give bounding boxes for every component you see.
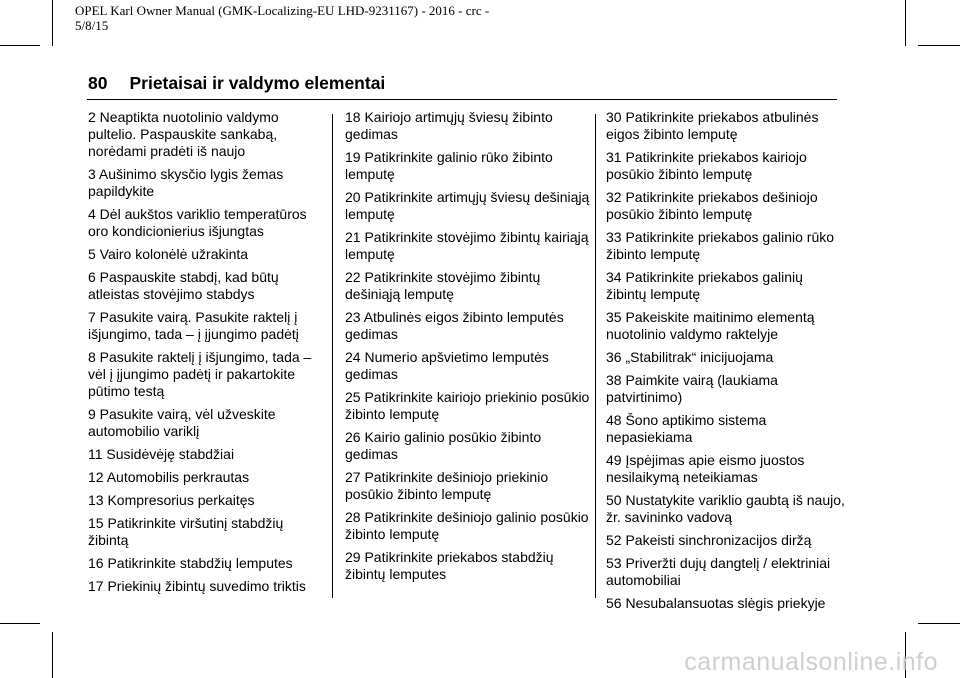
list-item: 17 Priekinių žibintų suvedimo triktis (88, 578, 306, 594)
heading-rule (87, 99, 837, 100)
text-column-3 (606, 109, 846, 618)
list-item: 12 Automobilis perkrautas (88, 469, 250, 485)
column-divider (595, 114, 596, 598)
list-item: 24 Numerio apšvietimo lemputės gedimas (345, 349, 549, 382)
list-item: 7 Pasukite vairą. Pasukite raktelį į išjungimo, tada – į įjungimo padėtį (88, 309, 299, 342)
page-heading (88, 72, 385, 94)
text-column-2 (345, 109, 590, 589)
list-item: 48 Šono aptikimo sistema nepasiekiama (606, 412, 767, 445)
meta-date: 5/8/15 (75, 18, 109, 33)
list-item: 20 Patikrinkite artimųjų šviesų dešiniąją lemputę (345, 189, 590, 222)
list-item: 33 Patikrinkite priekabos galinio rūko žibinto lemputę (606, 229, 835, 262)
list-item: 11 Susidėvėję stabdžiai (88, 446, 235, 462)
list-item: 21 Patikrinkite stovėjimo žibintų kairiąją lemputę (345, 229, 589, 262)
list-item: 35 Pakeiskite maitinimo elementą nuotolinio valdymo raktelyje (606, 309, 815, 342)
list-item: 49 Įspėjimas apie eismo juostos nesilaikymą neteikiamas (606, 452, 805, 485)
list-item: 34 Patikrinkite priekabos galinių žibintų lemputę (606, 269, 803, 302)
list-item: 56 Nesubalansuotas slėgis priekyje (606, 595, 826, 611)
document-meta (75, 3, 595, 33)
list-item: 36 „Stabilitrak“ inicijuojama (606, 349, 774, 365)
list-item: 2 Neaptikta nuotolinio valdymo pultelio. Paspauskite sankabą, norėdami pradėti iš naujo (88, 109, 279, 159)
column-divider (332, 114, 333, 598)
list-item: 22 Patikrinkite stovėjimo žibintų dešiniąją lemputę (345, 269, 541, 302)
list-item: 19 Patikrinkite galinio rūko žibinto lemputę (345, 149, 553, 182)
crop-mark (905, 0, 906, 46)
list-item: 31 Patikrinkite priekabos kairiojo posūkio žibinto lemputę (606, 149, 807, 182)
list-item: 3 Aušinimo skysčio lygis žemas papildykite (88, 166, 284, 199)
crop-mark (52, 0, 53, 46)
list-item: 13 Kompresorius perkaitęs (88, 492, 255, 508)
list-item: 4 Dėl aukštos variklio temperatūros oro kondicionierius išjungtas (88, 206, 307, 239)
list-item: 29 Patikrinkite priekabos stabdžių žibintų lemputes (345, 549, 554, 582)
list-item: 53 Priveržti dujų dangtelį / elektriniai automobiliai (606, 555, 831, 588)
list-item: 6 Paspauskite stabdį, kad būtų atleistas stovėjimo stabdys (88, 269, 279, 302)
crop-mark (918, 45, 960, 46)
page-number: 80 (88, 73, 108, 93)
list-item: 15 Patikrinkite viršutinį stabdžių žibintą (88, 515, 284, 548)
list-item: 25 Patikrinkite kairiojo priekinio posūkio žibinto lemputę (345, 389, 590, 422)
page-title: Prietaisai ir valdymo elementai (129, 73, 386, 93)
crop-mark (0, 45, 40, 46)
list-item: 32 Patikrinkite priekabos dešiniojo posūkio žibinto lemputę (606, 189, 818, 222)
list-item: 38 Paimkite vairą (laukiama patvirtinimo) (606, 372, 778, 405)
meta-line: OPEL Karl Owner Manual (GMK-Localizing-EU LHD-9231167) - 2016 - crc - (75, 3, 490, 18)
list-item: 23 Atbulinės eigos žibinto lemputės gedimas (345, 309, 564, 342)
crop-mark (52, 632, 53, 678)
list-item: 8 Pasukite raktelį į išjungimo, tada – vėl į įjungimo padėtį ir pakartokite pūtimo testą (88, 349, 312, 399)
list-item: 5 Vairo kolonėlė užrakinta (88, 246, 249, 262)
list-item: 27 Patikrinkite dešiniojo priekinio posūkio žibinto lemputę (345, 469, 549, 502)
list-item: 52 Pakeisti sinchronizacijos diržą (606, 532, 812, 548)
crop-mark (918, 623, 960, 624)
text-column-1 (88, 109, 324, 601)
site-watermark: carmanualsonline.info (684, 648, 938, 676)
crop-mark (0, 623, 40, 624)
list-item: 9 Pasukite vairą, vėl užveskite automobilio variklį (88, 406, 276, 439)
list-item: 28 Patikrinkite dešiniojo galinio posūkio žibinto lemputę (345, 509, 589, 542)
list-item: 26 Kairio galinio posūkio žibinto gedimas (345, 429, 542, 462)
list-item: 18 Kairiojo artimųjų šviesų žibinto gedimas (345, 109, 553, 142)
list-item: 50 Nustatykite variklio gaubtą iš naujo, žr. savininko vadovą (606, 492, 845, 525)
list-item: 16 Patikrinkite stabdžių lemputes (88, 555, 293, 571)
list-item: 30 Patikrinkite priekabos atbulinės eigos žibinto lemputę (606, 109, 819, 142)
